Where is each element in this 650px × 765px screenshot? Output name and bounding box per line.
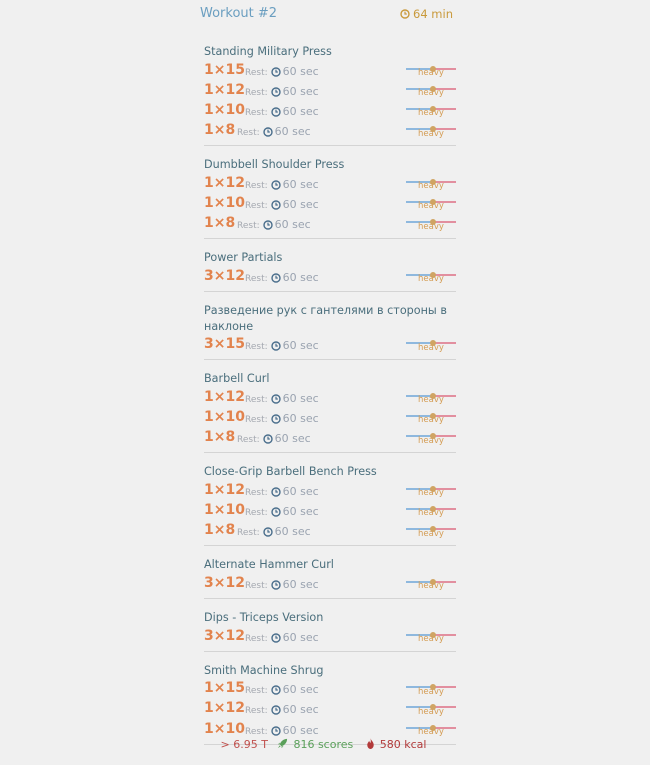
- rest-value: 60 sec: [282, 64, 319, 78]
- intensity-slider[interactable]: [406, 106, 456, 120]
- rest-time: [245, 412, 319, 425]
- set-reps: 3×15: [204, 336, 245, 352]
- intensity-label: heavy: [418, 342, 444, 353]
- clock-icon: [263, 527, 273, 537]
- set-row: [204, 626, 456, 646]
- rest-value: 60 sec: [282, 84, 319, 98]
- intensity-slider[interactable]: [406, 126, 456, 140]
- fire-icon: [366, 738, 375, 749]
- rest-value: 60 sec: [282, 577, 319, 591]
- scores: [277, 738, 356, 751]
- set-row: [204, 80, 456, 100]
- rest-label: Rest:: [245, 394, 268, 405]
- rest-time: [245, 631, 319, 644]
- exercise-block: [204, 371, 456, 453]
- rest-time: [245, 178, 319, 191]
- clock-icon: [271, 341, 281, 351]
- exercise-block: [204, 303, 456, 360]
- clock-icon: [263, 434, 273, 444]
- intensity-label: heavy: [418, 395, 444, 406]
- tonnage: > 6.95 T: [220, 738, 268, 751]
- rest-label: Rest:: [245, 580, 268, 591]
- intensity-slider[interactable]: [406, 179, 456, 193]
- clock-icon: [271, 200, 281, 210]
- set-reps: 3×12: [204, 267, 245, 284]
- rest-label: Rest:: [237, 221, 260, 232]
- rest-label: Rest:: [245, 87, 268, 98]
- set-row: [204, 573, 456, 593]
- rest-label: Rest:: [237, 435, 260, 446]
- exercise-name[interactable]: Разведение рук с гантелями в стороны в наклоне: [204, 304, 447, 333]
- set-reps: 3×12: [204, 627, 245, 644]
- kcal-value: 580 kcal: [379, 738, 427, 751]
- clock-icon: [271, 685, 281, 695]
- rest-value: 60 sec: [282, 723, 319, 737]
- intensity-label: heavy: [418, 508, 444, 519]
- clock-icon: [271, 87, 281, 97]
- rocket-icon: [277, 738, 288, 749]
- rest-time: [237, 525, 311, 538]
- intensity-slider[interactable]: [406, 393, 456, 407]
- clock-icon: [271, 180, 281, 190]
- clock-icon: [271, 414, 281, 424]
- rest-time: [245, 105, 319, 118]
- set-row: [204, 520, 456, 540]
- intensity-label: heavy: [418, 727, 444, 738]
- intensity-slider[interactable]: [406, 579, 456, 593]
- intensity-slider[interactable]: [406, 526, 456, 540]
- calories: [366, 738, 430, 751]
- rest-value: 60 sec: [274, 125, 311, 139]
- set-reps: 3×12: [204, 574, 245, 591]
- set-reps: 1×10: [204, 720, 245, 737]
- rest-label: Rest:: [237, 128, 260, 139]
- intensity-label: heavy: [418, 88, 444, 99]
- clock-icon: [271, 580, 281, 590]
- intensity-slider[interactable]: [406, 632, 456, 646]
- rest-time: [245, 65, 319, 78]
- rest-label: Rest:: [245, 726, 268, 737]
- intensity-label: heavy: [418, 128, 444, 139]
- workout-duration: [400, 7, 453, 21]
- intensity-label: heavy: [418, 706, 444, 717]
- intensity-slider[interactable]: [406, 219, 456, 233]
- clock-icon: [271, 394, 281, 404]
- set-reps: 1×12: [204, 174, 245, 191]
- intensity-slider[interactable]: [406, 272, 456, 286]
- set-reps: 1×10: [204, 194, 245, 211]
- clock-icon: [263, 127, 273, 137]
- exercise-name[interactable]: Alternate Hammer Curl: [204, 558, 334, 572]
- clock-icon: [400, 9, 410, 19]
- set-row: [204, 334, 456, 354]
- exercise-block: [204, 663, 456, 745]
- rest-label: Rest:: [245, 507, 268, 518]
- set-row: [204, 60, 456, 80]
- rest-label: Rest:: [245, 200, 268, 211]
- set-reps: 1×10: [204, 501, 245, 518]
- rest-label: Rest:: [245, 414, 268, 425]
- rest-time: [245, 85, 319, 98]
- rest-time: [245, 683, 319, 696]
- rest-label: Rest:: [245, 273, 268, 284]
- clock-icon: [271, 487, 281, 497]
- exercise-name[interactable]: Dumbbell Shoulder Press: [204, 158, 345, 172]
- clock-icon: [271, 67, 281, 77]
- set-row: [204, 500, 456, 520]
- rest-value: 60 sec: [274, 218, 311, 232]
- intensity-label: heavy: [418, 274, 444, 285]
- clock-icon: [271, 107, 281, 117]
- rest-time: [245, 703, 319, 716]
- set-row: [204, 698, 456, 718]
- rest-time: [237, 125, 311, 138]
- set-reps: 1×10: [204, 101, 245, 118]
- scores-value: 816 scores: [293, 738, 354, 751]
- set-reps: 1×8: [204, 429, 236, 446]
- exercise-name[interactable]: Standing Military Press: [204, 45, 332, 58]
- intensity-slider[interactable]: [406, 433, 456, 447]
- exercise-name[interactable]: Power Partials: [204, 251, 283, 265]
- exercise-name[interactable]: Close-Grip Barbell Bench Press: [204, 465, 377, 479]
- set-row: [204, 100, 456, 120]
- intensity-slider[interactable]: [406, 199, 456, 213]
- rest-label: Rest:: [245, 180, 268, 191]
- rest-time: [245, 198, 319, 211]
- rest-time: [237, 218, 311, 231]
- exercise-block: [204, 250, 456, 292]
- exercise-block: [204, 557, 456, 599]
- rest-label: Rest:: [245, 686, 268, 697]
- set-reps: 1×8: [204, 522, 236, 539]
- set-reps: 1×15: [204, 680, 245, 697]
- intensity-label: heavy: [418, 488, 444, 499]
- clock-icon: [271, 507, 281, 517]
- rest-label: Rest:: [245, 487, 268, 498]
- intensity-slider[interactable]: [406, 684, 456, 698]
- exercise-block: [204, 464, 456, 546]
- rest-value: 60 sec: [282, 391, 319, 405]
- set-row: [204, 719, 456, 739]
- clock-icon: [263, 220, 273, 230]
- clock-icon: [271, 705, 281, 715]
- rest-label: Rest:: [245, 107, 268, 118]
- set-row: [204, 173, 456, 193]
- intensity-label: heavy: [418, 528, 444, 539]
- rest-value: 60 sec: [282, 504, 319, 518]
- rest-value: 60 sec: [282, 270, 319, 284]
- set-reps: 1×8: [204, 215, 236, 232]
- intensity-label: heavy: [418, 181, 444, 192]
- exercise-block: [204, 44, 456, 146]
- rest-value: 60 sec: [282, 197, 319, 211]
- intensity-label: heavy: [418, 634, 444, 644]
- intensity-label: heavy: [418, 581, 444, 592]
- rest-label: Rest:: [245, 633, 268, 644]
- clock-icon: [271, 726, 281, 736]
- rest-time: [237, 432, 311, 445]
- intensity-label: heavy: [418, 415, 444, 426]
- rest-value: 60 sec: [282, 177, 319, 191]
- rest-label: Rest:: [237, 528, 260, 539]
- rest-label: Rest:: [245, 67, 268, 78]
- clock-icon: [271, 273, 281, 283]
- rest-value: 60 sec: [282, 411, 319, 425]
- rest-label: Rest:: [245, 706, 268, 717]
- intensity-label: heavy: [418, 68, 444, 78]
- set-row: [204, 480, 456, 500]
- rest-value: 60 sec: [274, 525, 311, 539]
- set-row: [204, 193, 456, 213]
- intensity-label: heavy: [418, 221, 444, 232]
- set-row: [204, 678, 456, 698]
- set-row: [204, 427, 456, 447]
- set-reps: 1×12: [204, 388, 245, 405]
- rest-value: 60 sec: [282, 630, 319, 644]
- exercise-block: [204, 610, 456, 652]
- rest-label: Rest:: [245, 342, 268, 352]
- clock-icon: [271, 633, 281, 643]
- set-row: [204, 266, 456, 286]
- rest-time: [245, 505, 319, 518]
- intensity-slider[interactable]: [406, 86, 456, 100]
- set-row: [204, 407, 456, 427]
- workout-summary: [0, 738, 650, 751]
- set-reps: 1×8: [204, 122, 236, 139]
- exercise-name[interactable]: Dips - Triceps Version: [204, 611, 324, 624]
- intensity-label: heavy: [418, 435, 444, 446]
- exercise-list: [204, 44, 456, 756]
- set-reps: 1×12: [204, 81, 245, 98]
- rest-time: [245, 392, 319, 405]
- set-reps: 1×12: [204, 481, 245, 498]
- rest-value: 60 sec: [274, 432, 311, 446]
- rest-time: [245, 485, 319, 498]
- exercise-block: [204, 157, 456, 239]
- intensity-label: heavy: [418, 108, 444, 119]
- set-row: [204, 120, 456, 140]
- rest-value: 60 sec: [282, 104, 319, 118]
- intensity-slider[interactable]: [406, 704, 456, 718]
- intensity-slider[interactable]: [406, 725, 456, 739]
- set-reps: 1×15: [204, 61, 245, 78]
- workout-title[interactable]: Workout #2: [200, 6, 278, 21]
- set-row: [204, 387, 456, 407]
- exercise-name[interactable]: Smith Machine Shrug: [204, 663, 324, 677]
- intensity-slider[interactable]: [406, 413, 456, 427]
- intensity-label: heavy: [418, 201, 444, 212]
- rest-time: [245, 339, 319, 352]
- set-reps: 1×10: [204, 408, 245, 425]
- intensity-label: heavy: [418, 686, 444, 697]
- rest-value: 60 sec: [282, 484, 319, 498]
- workout-header: [200, 0, 453, 30]
- rest-value: 60 sec: [282, 683, 319, 697]
- intensity-slider[interactable]: [406, 66, 456, 80]
- set-reps: 1×12: [204, 700, 245, 717]
- set-row: [204, 213, 456, 233]
- rest-time: [245, 724, 319, 737]
- duration-value: 64 min: [413, 7, 453, 21]
- rest-time: [245, 578, 319, 591]
- exercise-name[interactable]: Barbell Curl: [204, 372, 270, 386]
- intensity-slider[interactable]: [406, 506, 456, 520]
- intensity-slider[interactable]: [406, 486, 456, 500]
- rest-time: [245, 271, 319, 284]
- intensity-slider[interactable]: [406, 340, 456, 354]
- rest-value: 60 sec: [282, 339, 319, 352]
- rest-value: 60 sec: [282, 703, 319, 717]
